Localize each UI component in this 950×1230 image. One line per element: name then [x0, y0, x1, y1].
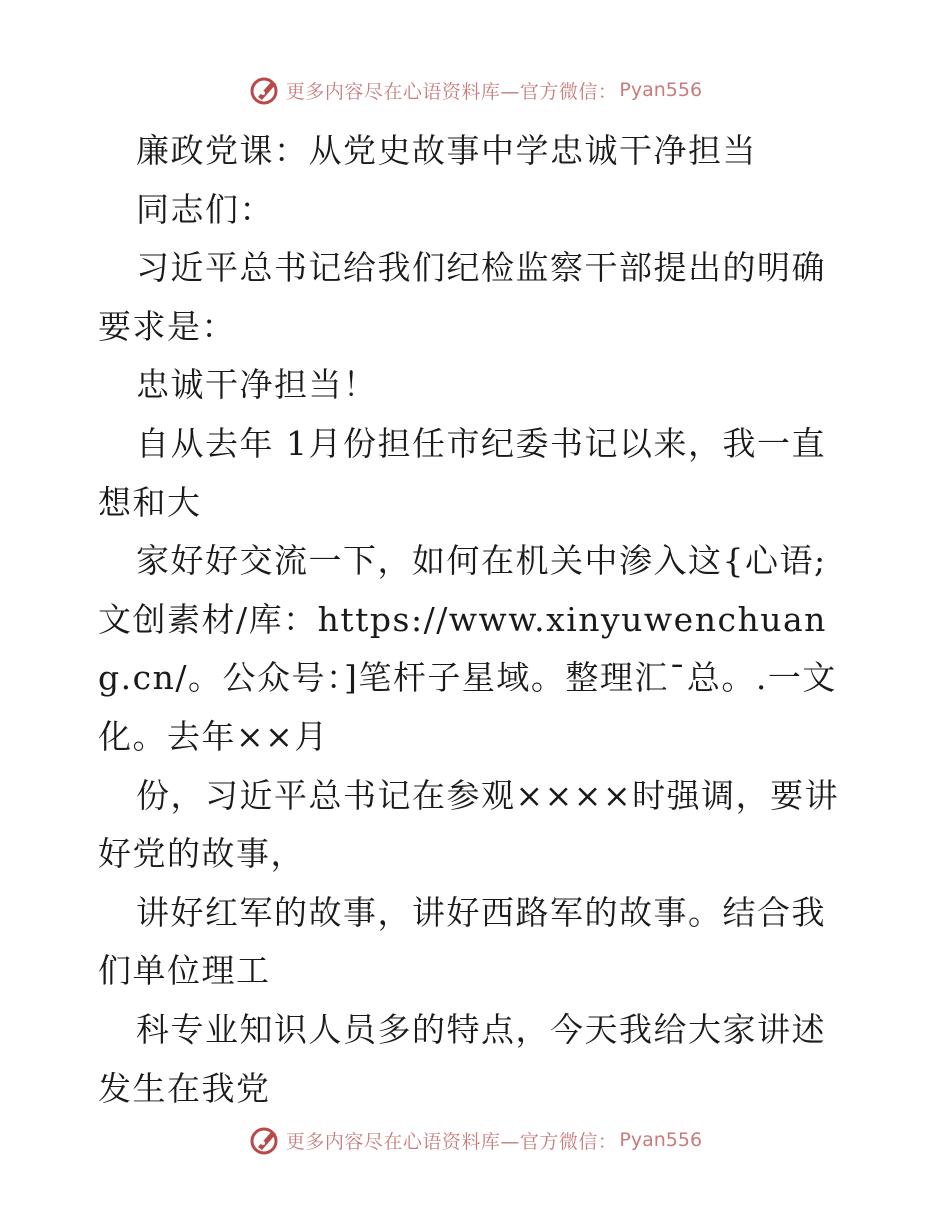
watermark-wechat-id: Pyan556: [619, 1129, 703, 1151]
pen-nib-circle-icon: [248, 1123, 282, 1157]
watermark-wechat-id: Pyan556: [619, 79, 703, 101]
paragraph: 习近平总书记给我们纪检监察干部提出的明确要求是：: [98, 248, 826, 346]
paragraph: 家好好交流一下，如何在机关中渗入这{心语;文创素材/库：https://www.xinyuwenchuang.cn/。公众号：]笔杆子星域。整理汇¯总。.一文化。去年××月: [98, 541, 837, 756]
document-body: [98, 122, 858, 1118]
paragraph: 份，习近平总书记在参观××××时强调，要讲好党的故事，: [98, 775, 840, 874]
footer-watermark: [0, 1120, 950, 1160]
paragraph: 科专业知识人员多的特点，今天我给大家讲述发生在我党: [98, 1009, 826, 1108]
paragraph: 自从去年 1月份担任市纪委书记以来，我一直想和大: [98, 423, 826, 522]
paragraph: 同志们：: [136, 189, 274, 229]
watermark-text: 更多内容尽在心语资料库—官方微信：: [285, 80, 618, 103]
header-watermark: [0, 70, 950, 110]
paragraph: 忠诚干净担当！: [136, 365, 378, 405]
document-title: 廉政党课：从党史故事中学忠诚干净担当: [136, 131, 757, 170]
paragraph: 讲好红军的故事，讲好西路军的故事。结合我们单位理工: [98, 892, 826, 991]
pen-nib-circle-icon: [248, 73, 282, 107]
watermark-text: 更多内容尽在心语资料库—官方微信：: [285, 1130, 618, 1153]
